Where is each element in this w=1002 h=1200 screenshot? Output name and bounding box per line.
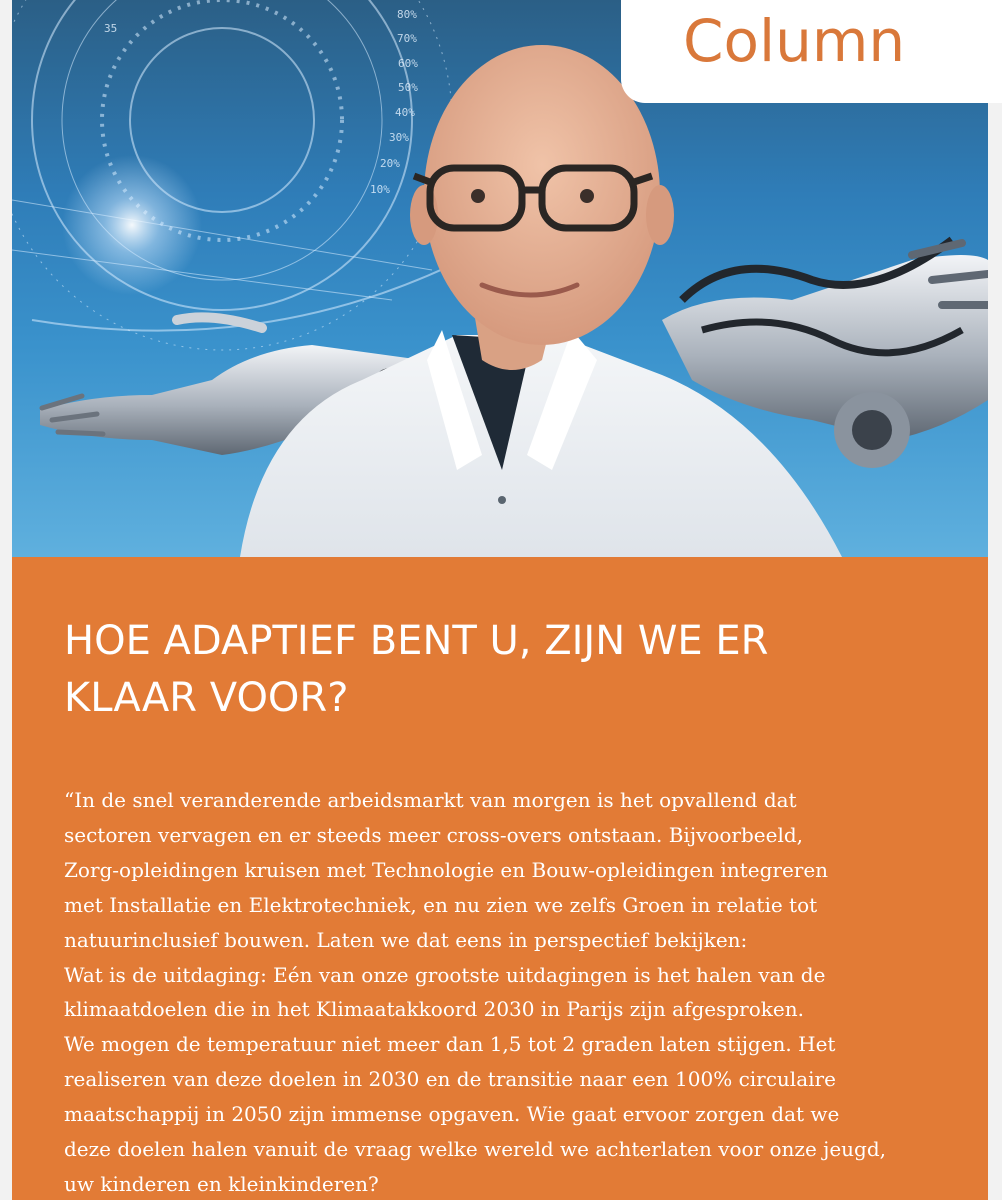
article-headline: HOE ADAPTIEF BENT U, ZIJN WE ER KLAAR VOOR? [64, 618, 769, 721]
hud-scale-label: 40% [395, 106, 415, 119]
body-line: maatschappij in 2050 zijn immense opgaven. Wie gaat ervoor zorgen dat we [64, 1102, 840, 1127]
body-line: deze doelen halen vanuit de vraag welke wereld we achterlaten voor onze jeugd, [64, 1137, 887, 1162]
article-panel [12, 557, 988, 1200]
body-line: Wat is de uitdaging: Eén van onze grootste uitdagingen is het halen van de [64, 962, 826, 987]
body-line: realiseren van deze doelen in 2030 en de transitie naar een 100% circulaire [64, 1067, 836, 1092]
hud-scale-label: 60% [398, 57, 418, 70]
hud-scale-label: 80% [397, 8, 417, 21]
body-line: met Installatie en Elektrotechniek, en nu zien we zelfs Groen in relatie tot [64, 892, 818, 917]
body-line: “In de snel veranderende arbeidsmarkt van morgen is het opvallend dat [64, 788, 797, 812]
column-section-label: Column [683, 7, 906, 75]
article-body [64, 783, 948, 1200]
hud-scale-label: 70% [397, 32, 417, 45]
body-line: natuurinclusief bouwen. Laten we dat eens in perspectief bekijken: [64, 927, 748, 952]
hud-graphic [12, 0, 482, 350]
hud-corner-label: 35 [104, 22, 118, 35]
body-line: sectoren vervagen en er steeds meer cross-overs ontstaan. Bijvoorbeeld, [64, 822, 804, 847]
body-line: Zorg-opleidingen kruisen met Technologie en Bouw-opleidingen integreren [64, 857, 829, 882]
hud-scale-label: 50% [398, 81, 418, 94]
column-section-tab [621, 0, 1002, 103]
hud-scale-label: 10% [370, 183, 390, 196]
body-line: klimaatdoelen die in het Klimaatakkoord 2030 in Parijs zijn afgesproken. [64, 997, 804, 1022]
hud-scale-label: 20% [380, 157, 400, 170]
body-line: uw kinderen en kleinkinderen? [64, 1171, 379, 1196]
hud-scale-label: 30% [389, 131, 409, 144]
body-line: We mogen de temperatuur niet meer dan 1,5 tot 2 graden laten stijgen. Het [64, 1032, 836, 1057]
